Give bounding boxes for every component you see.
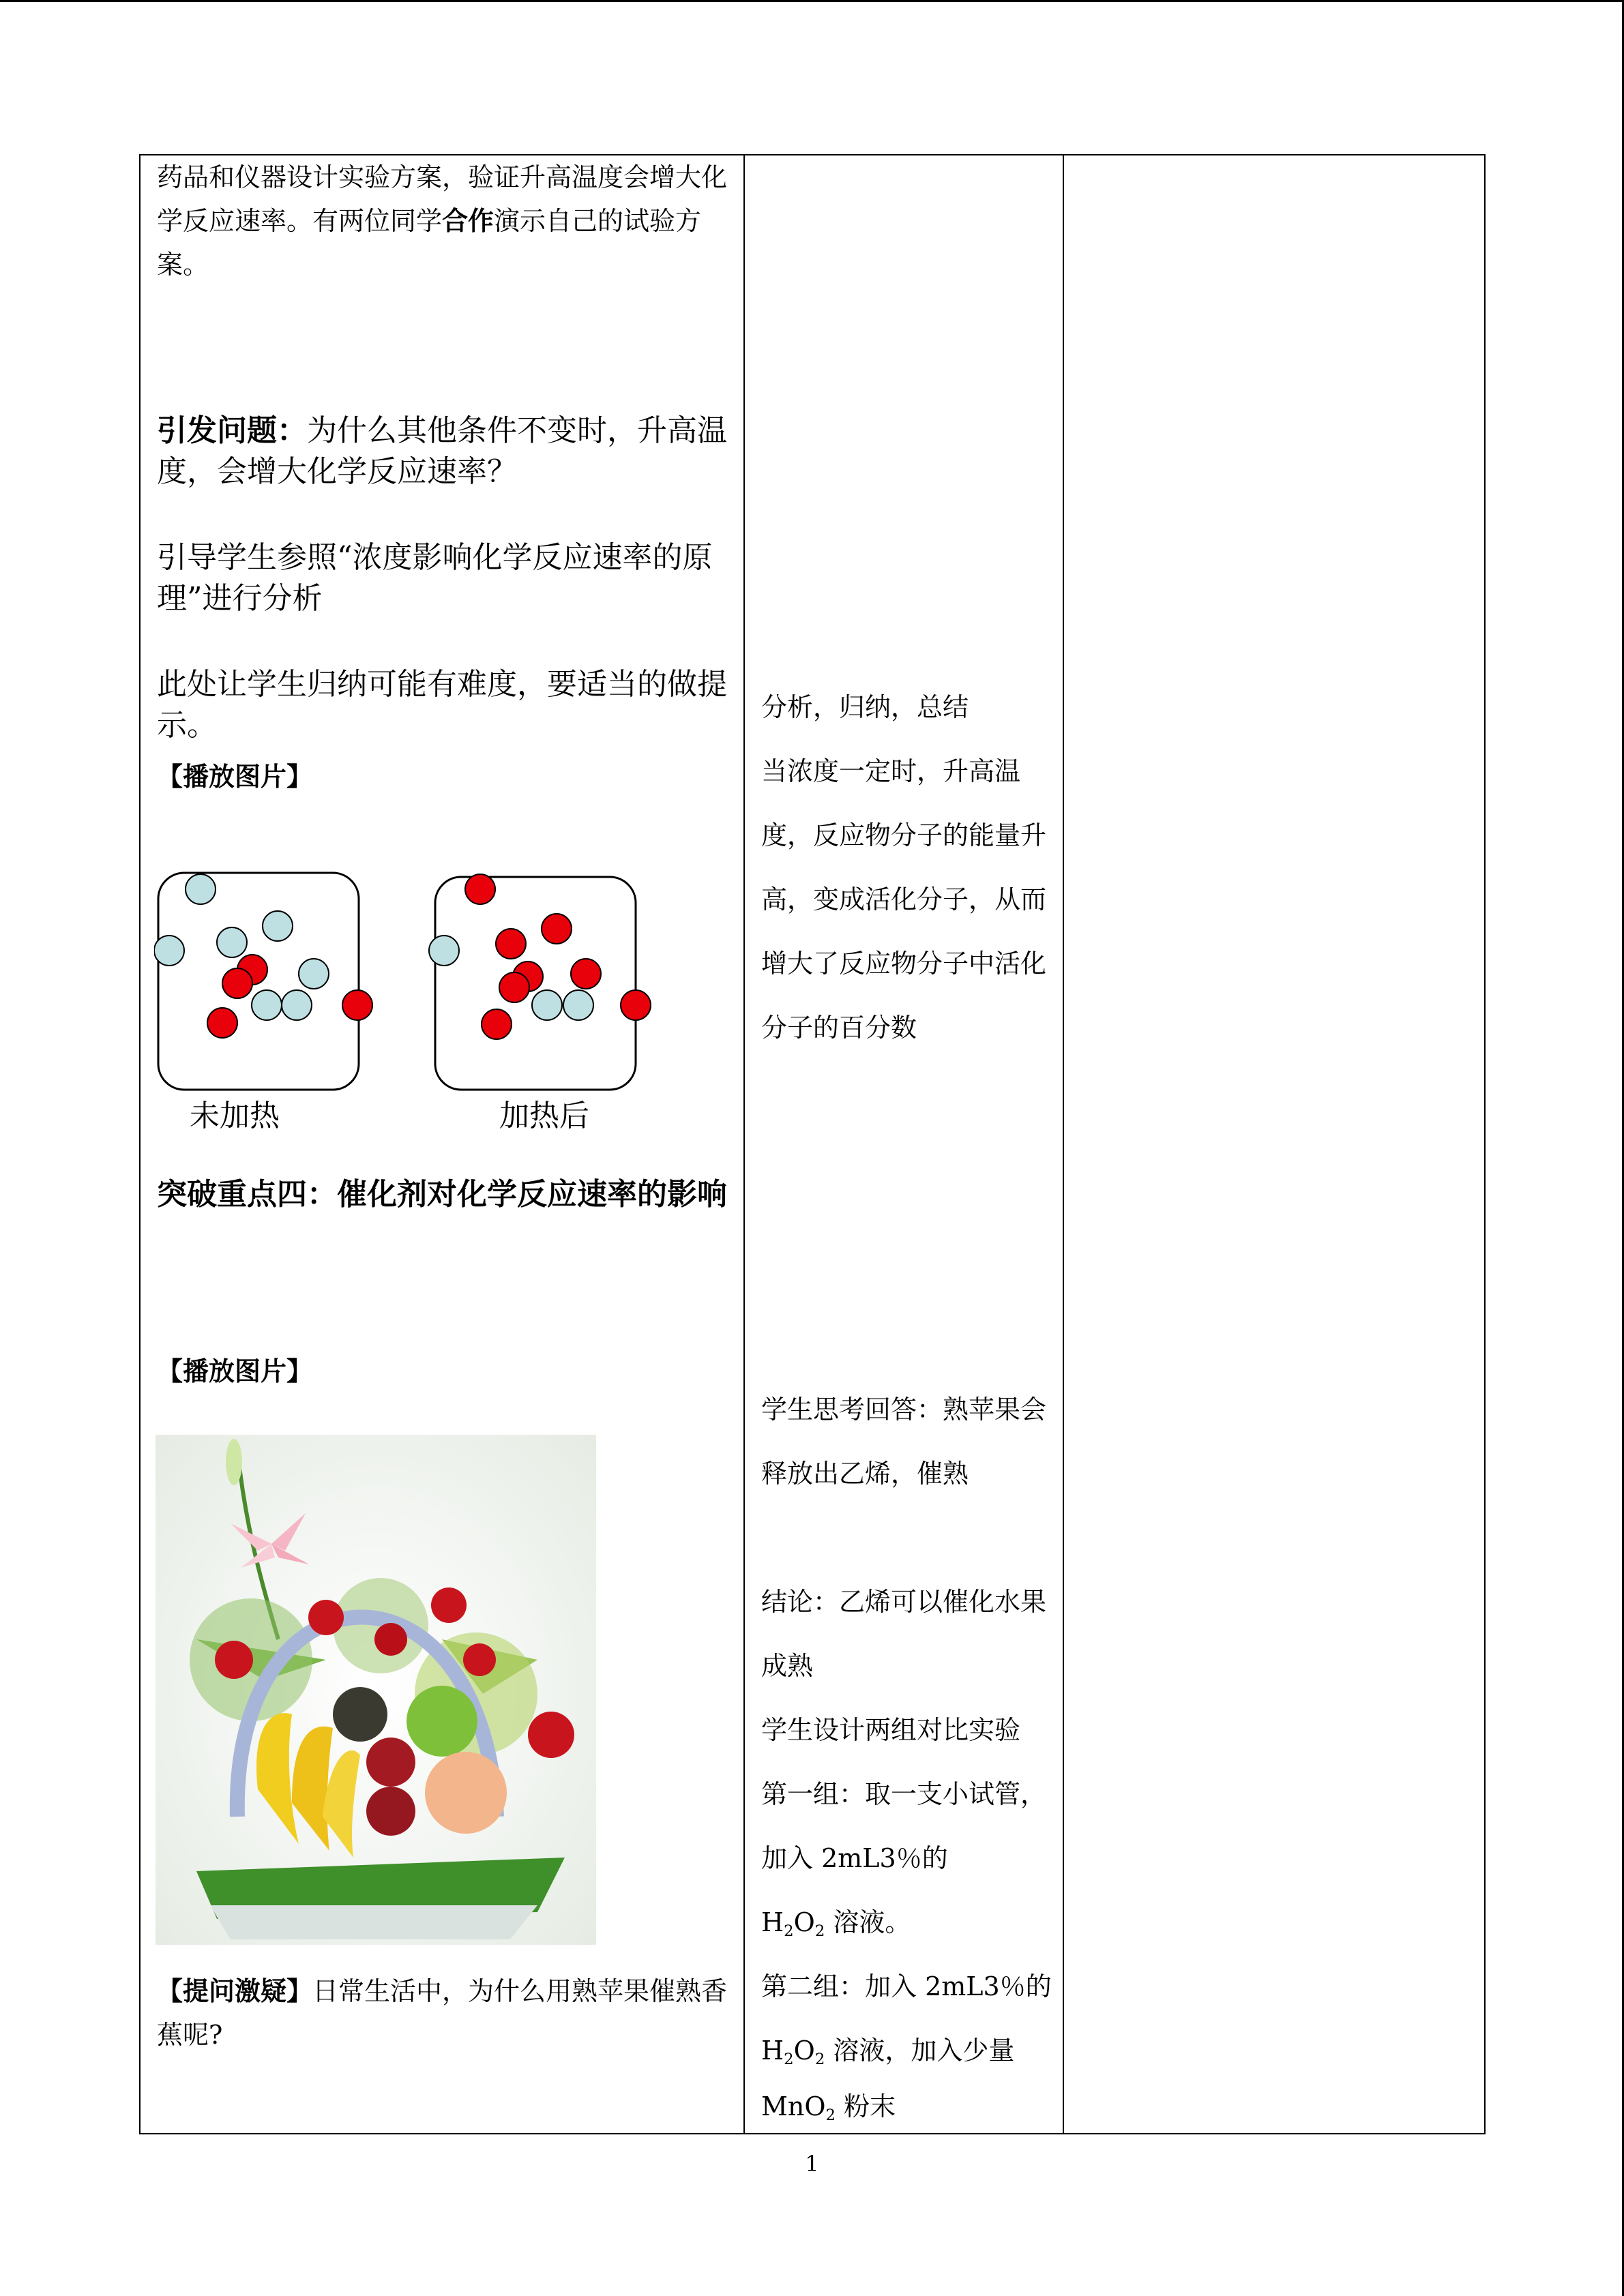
ask-paragraph bbox=[157, 1969, 737, 2057]
lesson-table bbox=[139, 154, 1486, 2134]
analysis-label: 分析，归纳，总结 bbox=[761, 692, 969, 722]
h2o2-sub-2: 2 bbox=[814, 1922, 825, 1940]
play-image-tag-1: 【播放图片】 bbox=[157, 761, 313, 792]
group-two-post: 溶液，加入少量 bbox=[825, 2036, 1015, 2066]
h2o2-h: H bbox=[761, 1907, 784, 1937]
hot-particle bbox=[465, 874, 495, 904]
intro-text: 药品和仪器设计实验方案，验证升高温度会增大化学反应速率。有两位同学 bbox=[157, 162, 728, 236]
hot-particle bbox=[482, 1009, 512, 1039]
page-edge-top bbox=[0, 0, 1624, 2]
hot-particle bbox=[571, 959, 601, 989]
intro-bold: 合作 bbox=[442, 205, 494, 236]
cold-particle bbox=[154, 936, 184, 966]
page-number: 1 bbox=[805, 2151, 819, 2177]
group-two-o: O bbox=[793, 2036, 815, 2066]
cold-particle bbox=[263, 911, 293, 941]
student-answer: 学生思考回答：熟苹果会释放出乙烯，催熟 bbox=[761, 1395, 1047, 1489]
mno2-powder bbox=[761, 2083, 1061, 2139]
hot-particle bbox=[542, 914, 572, 944]
particle-diagram bbox=[154, 854, 713, 1099]
caption-unheated: 未加热 bbox=[190, 1099, 280, 1133]
question-label: 引发问题： bbox=[157, 413, 307, 448]
fruit-basket-image bbox=[156, 1435, 596, 1945]
mno2-text: MnO bbox=[761, 2091, 826, 2121]
group-two-h: H bbox=[761, 2036, 784, 2066]
mno2-sub: 2 bbox=[825, 2106, 836, 2124]
hot-particle bbox=[496, 929, 526, 959]
hot-particle bbox=[207, 1008, 237, 1038]
analysis-text: 当浓度一定时，升高温度，反应物分子的能量升高，变成活化分子，从而增大了反应物分子中活化分子的百分数 bbox=[761, 756, 1047, 1043]
cold-particle bbox=[429, 936, 459, 966]
ask-text: 日常生活中，为什么用熟苹果催熟香蕉呢? bbox=[157, 1976, 728, 2050]
ask-tag: 【提问激疑】 bbox=[157, 1976, 313, 2006]
cold-particle bbox=[563, 990, 593, 1020]
group-one: 第一组：取一支小试管，加入 2mL3％的 bbox=[761, 1779, 1047, 1873]
hot-particle bbox=[499, 972, 529, 1002]
column-divider-1 bbox=[743, 155, 745, 2133]
question-text: 为什么其他条件不变时，升高温度，会增大化学反应速率？ bbox=[157, 413, 727, 489]
group-two-sub-2: 2 bbox=[814, 2050, 825, 2068]
group-two bbox=[761, 1954, 1061, 2091]
cold-particle bbox=[252, 990, 282, 1020]
key-point-heading: 突破重点四：催化剂对化学反应速率的影响 bbox=[157, 1177, 727, 1212]
h2o2-post: 溶液。 bbox=[825, 1907, 911, 1937]
cold-particle bbox=[282, 990, 312, 1020]
play-image-tag-2: 【播放图片】 bbox=[157, 1356, 313, 1386]
cold-particle bbox=[186, 874, 216, 904]
h2o2-sub-1: 2 bbox=[784, 1922, 794, 1940]
experiment-design: 学生设计两组对比实验 bbox=[761, 1715, 1021, 1745]
question-paragraph bbox=[157, 411, 737, 492]
cold-particle bbox=[532, 990, 562, 1020]
intro-paragraph bbox=[157, 155, 737, 286]
hot-particle bbox=[342, 990, 372, 1020]
caption-heated: 加热后 bbox=[499, 1099, 589, 1133]
cold-particle bbox=[217, 927, 247, 957]
hot-particle bbox=[621, 990, 651, 1020]
conclusion: 结论：乙烯可以催化水果成熟 bbox=[761, 1587, 1047, 1681]
h2o2-o: O bbox=[793, 1907, 815, 1937]
hot-particle bbox=[222, 968, 252, 998]
cold-particle bbox=[299, 959, 329, 989]
group-two-sub-1: 2 bbox=[784, 2050, 794, 2068]
group-one-solution bbox=[761, 1890, 1061, 1963]
column-divider-2 bbox=[1063, 155, 1064, 2133]
guide-paragraph: 引导学生参照“浓度影响化学反应速率的原理”进行分析 bbox=[157, 540, 713, 616]
mno2-post: 粉末 bbox=[836, 2091, 896, 2121]
group-two-text: 第二组：加入 2mL3％的 bbox=[761, 1971, 1052, 2001]
hint-paragraph: 此处让学生归纳可能有难度，要适当的做提示。 bbox=[157, 667, 727, 743]
intro-end: 演示自己的试验方案。 bbox=[157, 206, 702, 280]
